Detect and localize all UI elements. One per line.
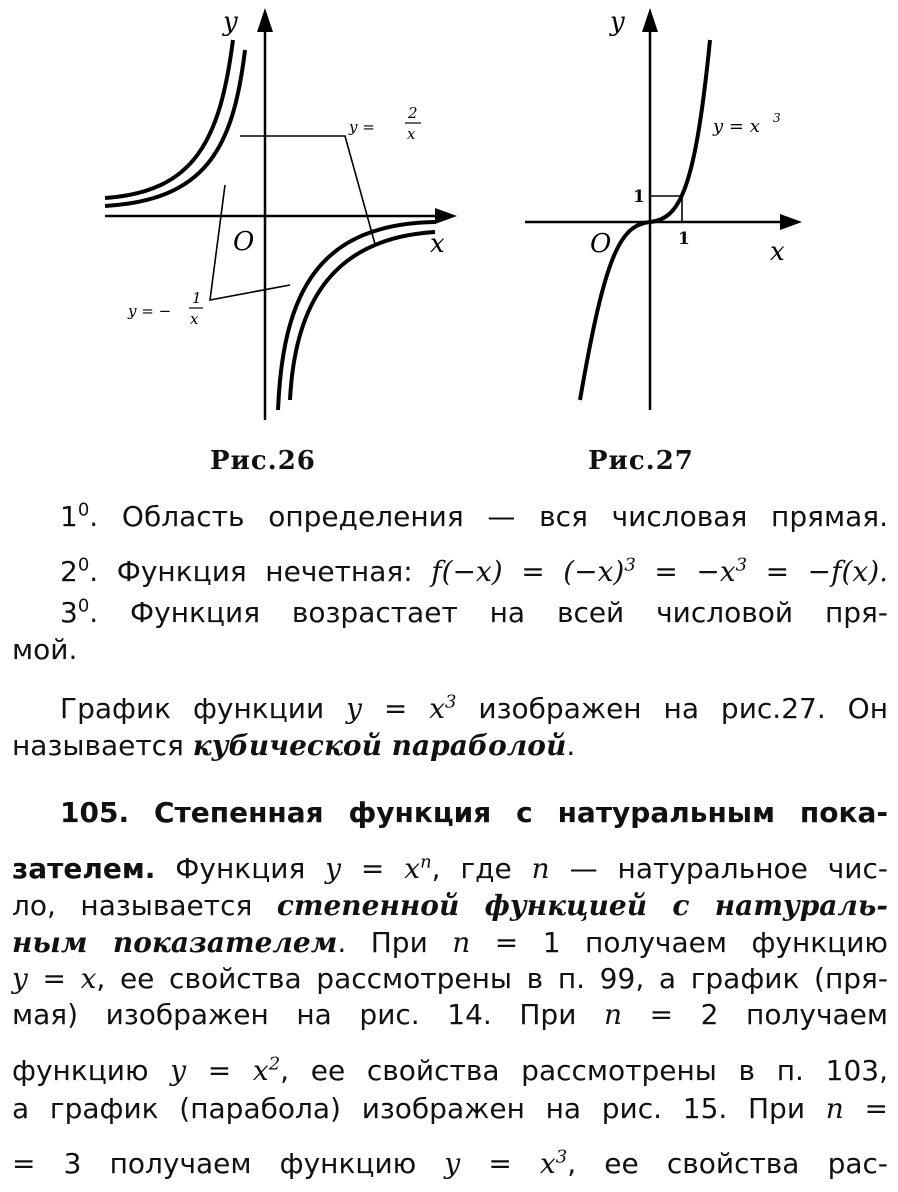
hyperbola-graph	[95, 0, 475, 440]
graph-paragraph-line2: называется кубической параболой.	[12, 729, 576, 762]
section-line8: = 3 получаем функцию $y = x^3$, ее свойства рас-	[12, 1146, 889, 1180]
curve-minus-2-over-x-left	[105, 40, 233, 198]
y-axis-label: y	[610, 7, 625, 37]
label-frac-num-2: 1	[192, 289, 202, 307]
label-frac-num: 2	[408, 104, 418, 122]
x-axis-label: x	[430, 229, 445, 259]
curve-minus-2-over-x-right	[278, 222, 435, 410]
curve-minus-1-over-x-left	[105, 50, 245, 206]
tick-x-1: 1	[678, 229, 690, 249]
figure-27	[520, 0, 820, 440]
label-frac-den-2: x	[190, 310, 199, 328]
property-3-line1: $3^0$. Функция возрастает на всей числовой пря-	[60, 595, 888, 629]
property-1: $1^0$. Область определения — вся числовая прямая.	[60, 499, 888, 533]
caption-fig26: Рис.26	[210, 446, 316, 476]
tick-y-1: 1	[633, 187, 645, 207]
pointer-top-label	[240, 136, 375, 244]
section-line3: ным показателем. При n = 1 получаем функцию	[12, 926, 888, 959]
y-axis-arrow	[642, 8, 658, 32]
section-line7: а график (парабола) изображен на рис. 15. При n =	[12, 1092, 888, 1125]
section-line6: функцию $y = x^2$, ее свойства рассмотрены в п. 103,	[12, 1053, 888, 1087]
x-axis-arrow	[780, 214, 802, 230]
y-axis-label: y	[223, 7, 238, 37]
section-line4: y = x, ее свойства рассмотрены в п. 99, а график (пря-	[12, 962, 888, 995]
figure-26	[95, 0, 475, 440]
label-y-eq-minus: y = −	[128, 302, 172, 320]
caption-fig27: Рис.27	[588, 446, 694, 476]
label-frac-den: x	[407, 125, 416, 143]
y-axis-arrow	[257, 8, 273, 32]
graph-paragraph-line1: График функции $y = x^3$ изображен на рис.27. Он	[60, 691, 888, 725]
origin-label: O	[590, 229, 612, 259]
cubic-curve	[580, 40, 710, 400]
curve-label-exponent: 3	[773, 111, 781, 125]
origin-label: O	[233, 227, 255, 257]
x-axis-label: x	[770, 237, 785, 267]
section-line1: зателем. Функция $y = x^n$, где n — натуральное чис-	[12, 851, 888, 885]
label-y-eq: y =	[349, 118, 375, 136]
section-heading: 105. Степенная функция с натуральным пока-	[60, 796, 888, 829]
x-axis-arrow	[435, 208, 457, 224]
property-2: $2^0$. Функция нечетная: $f(-x) = (-x)^3 = -x^3 = -f(x)$.	[60, 554, 889, 588]
section-line2: ло, называется степенной функцией с натураль-	[12, 889, 889, 922]
cubic-graph	[520, 0, 820, 440]
section-line5: мая) изображен на рис. 14. При n = 2 получаем	[12, 998, 888, 1031]
curve-label: y = x	[713, 116, 760, 137]
property-3-line2: мой.	[12, 633, 78, 666]
curve-minus-1-over-x-right	[290, 232, 435, 400]
